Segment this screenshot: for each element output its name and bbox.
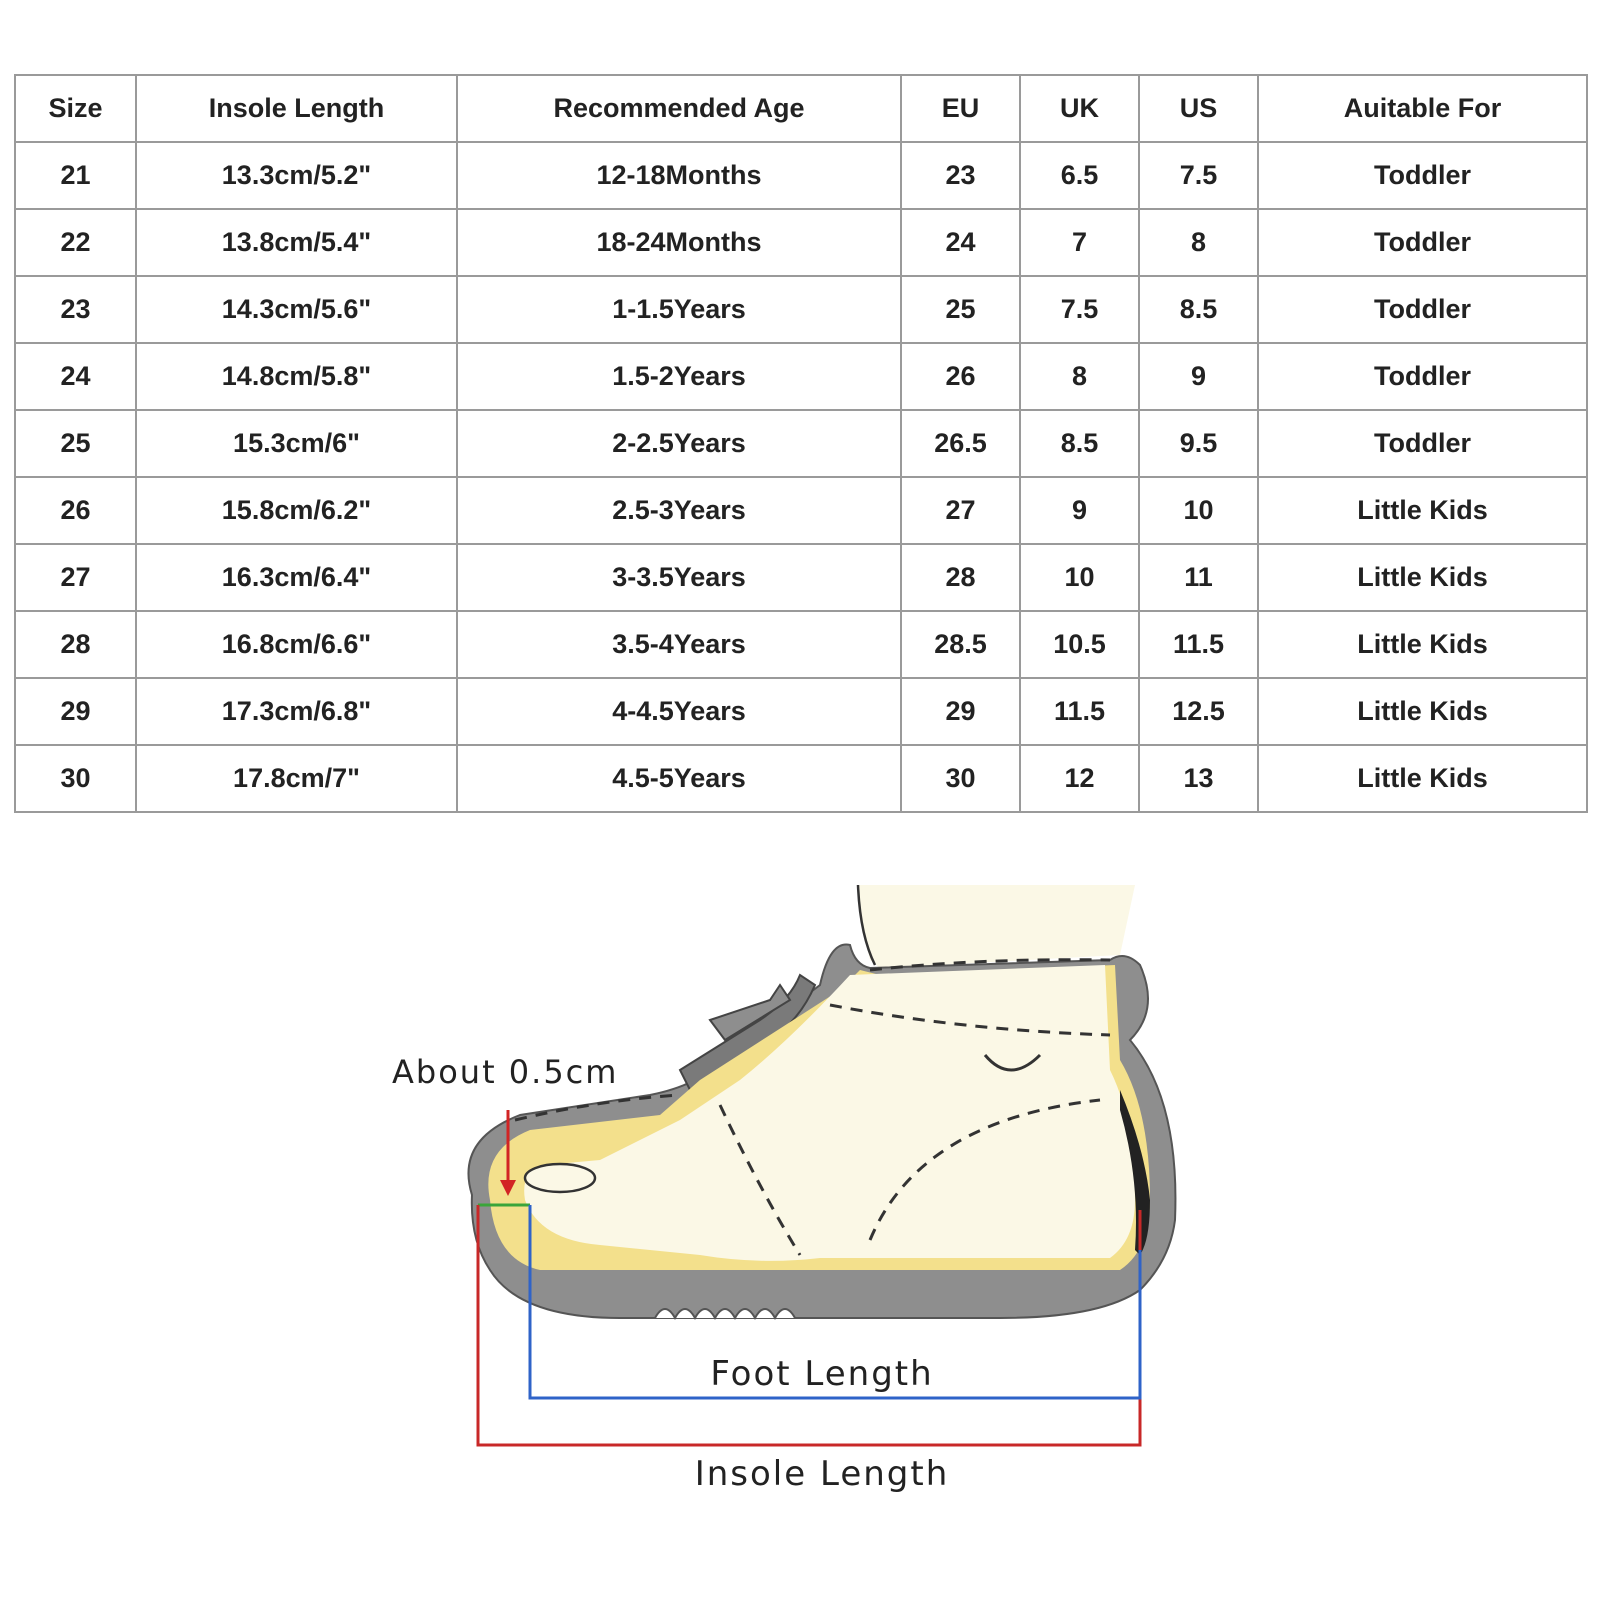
cell-suitable-for: Little Kids [1258, 678, 1587, 745]
cell-size: 26 [15, 477, 136, 544]
cell-suitable-for: Little Kids [1258, 745, 1587, 812]
insole-length-label: Insole Length [694, 1454, 950, 1494]
header-eu: EU [901, 75, 1020, 142]
cell-recommended-age: 18-24Months [457, 209, 901, 276]
cell-recommended-age: 1-1.5Years [457, 276, 901, 343]
cell-insole-length: 16.8cm/6.6" [136, 611, 457, 678]
header-us: US [1139, 75, 1258, 142]
table-row [15, 544, 1587, 611]
cell-uk: 8.5 [1020, 410, 1139, 477]
table-row [15, 276, 1587, 343]
cell-uk: 11.5 [1020, 678, 1139, 745]
cell-suitable-for: Little Kids [1258, 477, 1587, 544]
cell-uk: 12 [1020, 745, 1139, 812]
cell-eu: 27 [901, 477, 1020, 544]
cell-uk: 8 [1020, 343, 1139, 410]
cell-uk: 7 [1020, 209, 1139, 276]
cell-recommended-age: 12-18Months [457, 142, 901, 209]
header-uk: UK [1020, 75, 1139, 142]
header-suitable-for: Auitable For [1258, 75, 1587, 142]
cell-uk: 10 [1020, 544, 1139, 611]
table-row [15, 410, 1587, 477]
cell-insole-length: 13.8cm/5.4" [136, 209, 457, 276]
cell-eu: 28 [901, 544, 1020, 611]
cell-suitable-for: Toddler [1258, 209, 1587, 276]
cell-eu: 25 [901, 276, 1020, 343]
cell-recommended-age: 2.5-3Years [457, 477, 901, 544]
gap-label: About 0.5cm [392, 1053, 619, 1091]
table-header-row [15, 75, 1587, 142]
cell-size: 24 [15, 343, 136, 410]
cell-recommended-age: 1.5-2Years [457, 343, 901, 410]
table-body [15, 142, 1587, 812]
table-row [15, 343, 1587, 410]
cell-suitable-for: Toddler [1258, 142, 1587, 209]
cell-us: 9 [1139, 343, 1258, 410]
cell-uk: 7.5 [1020, 276, 1139, 343]
cell-eu: 29 [901, 678, 1020, 745]
cell-insole-length: 15.3cm/6" [136, 410, 457, 477]
cell-insole-length: 15.8cm/6.2" [136, 477, 457, 544]
cell-insole-length: 17.8cm/7" [136, 745, 457, 812]
table-row [15, 745, 1587, 812]
cell-us: 11 [1139, 544, 1258, 611]
table-row [15, 142, 1587, 209]
table-row [15, 611, 1587, 678]
cell-uk: 10.5 [1020, 611, 1139, 678]
cell-size: 22 [15, 209, 136, 276]
cell-insole-length: 13.3cm/5.2" [136, 142, 457, 209]
cell-eu: 24 [901, 209, 1020, 276]
cell-recommended-age: 4-4.5Years [457, 678, 901, 745]
cell-suitable-for: Toddler [1258, 410, 1587, 477]
cell-insole-length: 14.8cm/5.8" [136, 343, 457, 410]
cell-eu: 23 [901, 142, 1020, 209]
cell-insole-length: 14.3cm/5.6" [136, 276, 457, 343]
cell-us: 10 [1139, 477, 1258, 544]
cell-us: 8 [1139, 209, 1258, 276]
cell-suitable-for: Little Kids [1258, 544, 1587, 611]
cell-size: 30 [15, 745, 136, 812]
cell-insole-length: 16.3cm/6.4" [136, 544, 457, 611]
cell-size: 28 [15, 611, 136, 678]
table-row [15, 477, 1587, 544]
cell-us: 7.5 [1139, 142, 1258, 209]
cell-recommended-age: 2-2.5Years [457, 410, 901, 477]
cell-eu: 26.5 [901, 410, 1020, 477]
foot-length-label: Foot Length [710, 1354, 934, 1394]
cell-suitable-for: Toddler [1258, 343, 1587, 410]
cell-recommended-age: 3.5-4Years [457, 611, 901, 678]
cell-eu: 30 [901, 745, 1020, 812]
cell-eu: 28.5 [901, 611, 1020, 678]
cell-us: 11.5 [1139, 611, 1258, 678]
cell-us: 13 [1139, 745, 1258, 812]
header-insole-length: Insole Length [136, 75, 457, 142]
cell-size: 23 [15, 276, 136, 343]
cell-size: 29 [15, 678, 136, 745]
cell-uk: 6.5 [1020, 142, 1139, 209]
cell-uk: 9 [1020, 477, 1139, 544]
header-size: Size [15, 75, 136, 142]
cell-insole-length: 17.3cm/6.8" [136, 678, 457, 745]
cell-eu: 26 [901, 343, 1020, 410]
header-recommended-age: Recommended Age [457, 75, 901, 142]
shoe-measurement-diagram [0, 850, 1600, 1550]
cell-recommended-age: 4.5-5Years [457, 745, 901, 812]
size-chart-table [14, 74, 1588, 813]
cell-size: 27 [15, 544, 136, 611]
cell-us: 12.5 [1139, 678, 1258, 745]
cell-recommended-age: 3-3.5Years [457, 544, 901, 611]
cell-us: 9.5 [1139, 410, 1258, 477]
table-row [15, 209, 1587, 276]
cell-suitable-for: Little Kids [1258, 611, 1587, 678]
table-row [15, 678, 1587, 745]
big-toe [525, 1164, 595, 1192]
cell-size: 21 [15, 142, 136, 209]
leg-shape [858, 885, 1135, 968]
cell-suitable-for: Toddler [1258, 276, 1587, 343]
cell-us: 8.5 [1139, 276, 1258, 343]
cell-size: 25 [15, 410, 136, 477]
